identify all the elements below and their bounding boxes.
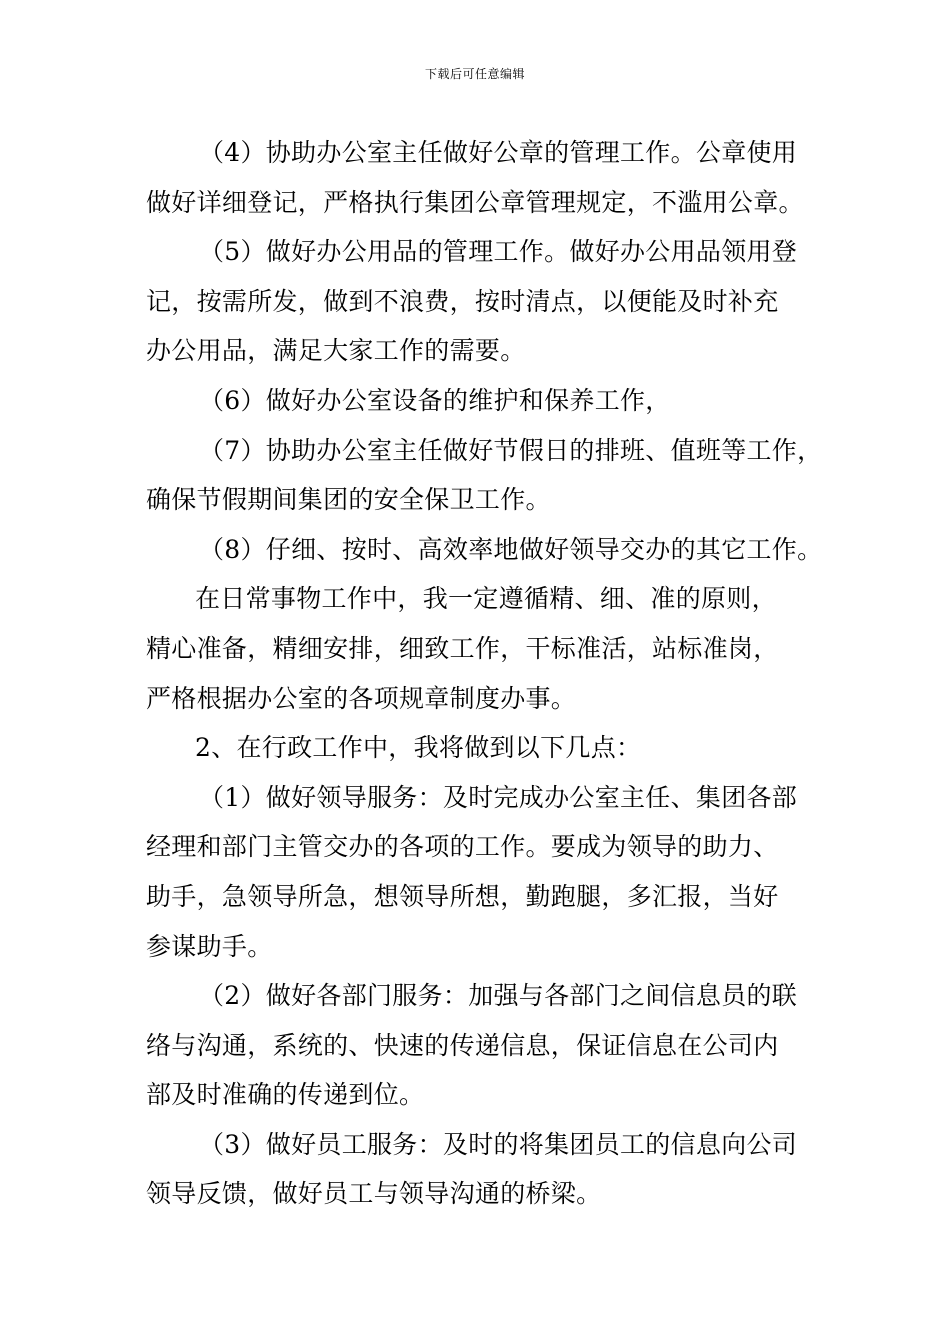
paragraph-line: （8）仔细、按时、高效率地做好领导交办的其它工作。 <box>199 534 823 564</box>
page-header: 下载后可任意编辑 <box>424 67 525 81</box>
paragraph-line: （7）协助办公室主任做好节假日的排班、值班等工作， <box>199 435 823 465</box>
paragraph-line: （3）做好员工服务：及时的将集团员工的信息向公司 <box>199 1129 798 1159</box>
paragraph-line: 办公用品，满足大家工作的需要。 <box>146 336 526 366</box>
paragraph-line: 经理和部门主管交办的各项的工作。要成为领导的助力、 <box>146 832 779 862</box>
paragraph-line: 做好详细登记，严格执行集团公章管理规定，不滥用公章。 <box>146 187 804 217</box>
paragraph-line: （1）做好领导服务：及时完成办公室主任、集团各部 <box>199 782 798 812</box>
paragraph-line: （4）协助办公室主任做好公章的管理工作。公章使用 <box>199 138 798 167</box>
paragraph-line: 严格根据办公室的各项规章制度办事。 <box>146 683 577 713</box>
paragraph-line: 领导反馈，做好员工与领导沟通的桥梁。 <box>146 1179 602 1209</box>
paragraph-line: 参谋助手。 <box>146 931 273 961</box>
paragraph-line: 2、在行政工作中，我将做到以下几点： <box>195 733 642 763</box>
document-body <box>146 128 826 1219</box>
paragraph-line: （5）做好办公用品的管理工作。做好办公用品领用登 <box>199 237 798 267</box>
paragraph-line: （2）做好各部门服务：加强与各部门之间信息员的联 <box>199 981 798 1011</box>
paragraph-line: 在日常事物工作中，我一定遵循精、细、准的原则， <box>195 584 777 614</box>
paragraph-line: （6）做好办公室设备的维护和保养工作， <box>199 385 671 415</box>
paragraph-line: 助手，急领导所急，想领导所想，勤跑腿，多汇报，当好 <box>146 881 779 911</box>
paragraph-line: 络与沟通，系统的、快速的传递信息，保证信息在公司内 <box>146 1030 779 1060</box>
paragraph-line: 记，按需所发，做到不浪费，按时清点，以便能及时补充 <box>146 286 779 316</box>
paragraph-line: 精心准备，精细安排，细致工作，干标准活，站标准岗， <box>146 633 779 663</box>
paragraph-line: 确保节假期间集团的安全保卫工作。 <box>146 485 551 515</box>
paragraph-line: 部及时准确的传递到位。 <box>146 1080 425 1110</box>
